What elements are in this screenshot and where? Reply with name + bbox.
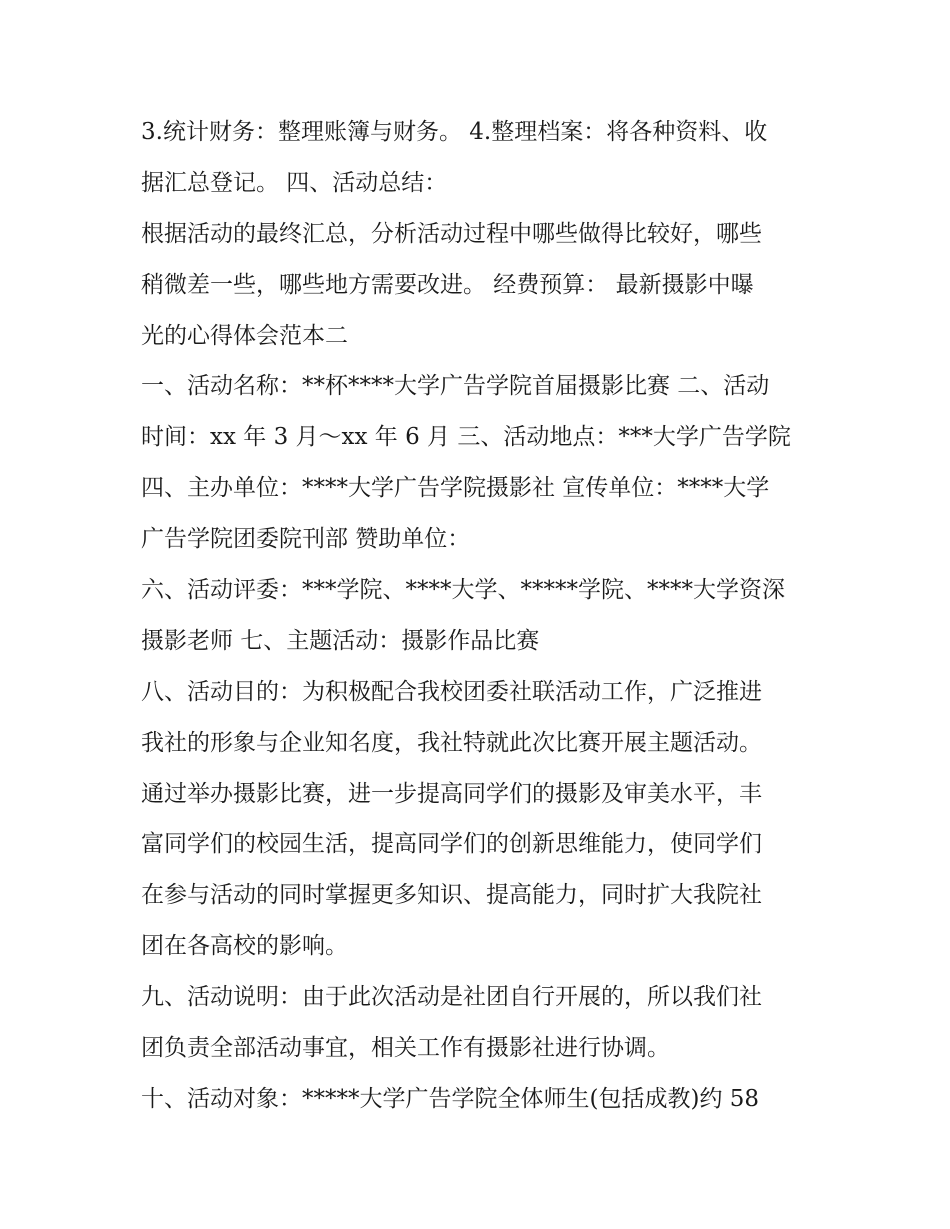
text-line: 团负责全部活动事宜，相关工作有摄影社进行协调。 xyxy=(141,1035,670,1062)
text-line: 我社的形象与企业知名度，我社特就此次比赛开展主题活动。 xyxy=(141,729,762,756)
text-line: 十、活动对象：*****大学广告学院全体师生(包括成教)约 58 xyxy=(141,1085,760,1112)
text-line: 八、活动目的：为积极配合我校团委社联活动工作，广泛推进 xyxy=(141,678,762,705)
text-line: 根据活动的最终汇总，分析活动过程中哪些做得比较好，哪些 xyxy=(141,220,762,247)
text-line: 3.统计财务：整理账簿与财务。 4.整理档案：将各种资料、收 xyxy=(141,119,768,145)
text-line: 富同学们的校园生活，提高同学们的创新思维能力，使同学们 xyxy=(141,831,762,858)
text-line: 在参与活动的同时掌握更多知识、提高能力，同时扩大我院社 xyxy=(141,882,762,909)
text-line: 稍微差一些，哪些地方需要改进。 经费预算： 最新摄影中曝 xyxy=(141,271,754,298)
text-line: 广告学院团委院刊部 赞助单位： xyxy=(141,526,471,553)
text-line: 摄影老师 七、主题活动：摄影作品比赛 xyxy=(141,627,540,654)
text-line: 九、活动说明：由于此次活动是社团自行开展的，所以我们社 xyxy=(141,984,762,1011)
text-line: 六、活动评委：***学院、****大学、*****学院、****大学资深 xyxy=(141,577,785,604)
text-line: 光的心得体会范本二 xyxy=(141,322,348,349)
document-body xyxy=(141,107,821,1125)
text-line: 一、活动名称：**杯****大学广告学院首届摄影比赛 二、活动 xyxy=(141,373,770,400)
text-line: 团在各高校的影响。 xyxy=(141,933,348,960)
text-line: 时间：xx 年 3 月～xx 年 6 月 三、活动地点：***大学广告学院 xyxy=(141,424,791,451)
text-line: 四、主办单位：****大学广告学院摄影社 宣传单位：****大学 xyxy=(141,475,770,502)
text-line: 通过举办摄影比赛，进一步提高同学们的摄影及审美水平，丰 xyxy=(141,780,762,807)
text-line: 据汇总登记。 四、活动总结： xyxy=(141,169,448,196)
